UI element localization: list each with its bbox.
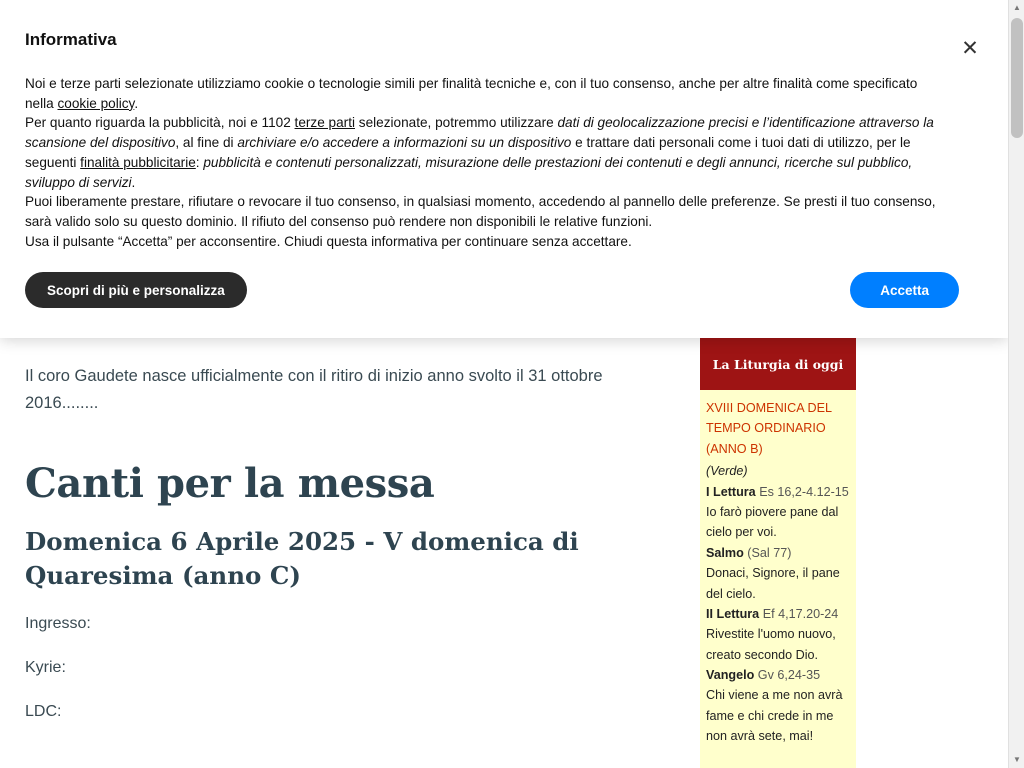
liturgy-widget-body [700, 390, 856, 768]
song-line-kyrie: Kyrie: [25, 658, 66, 676]
sidebar-spacer [856, 338, 984, 768]
cookie-p1-a: Noi e terze parti selezionate utilizziamo cookie o tecnologie simili per finalità tecniche e, con il tuo consenso, anche per altre finalità come specificato nella [25, 76, 918, 111]
cookie-paragraph-1 [25, 74, 945, 113]
liturgy-reading-ref: Es 16,2-4.12-15 [759, 484, 849, 499]
page-title: Canti per la messa [25, 460, 435, 508]
cookie-p2-d: e trattare dati personali come i tuoi dati di utilizzo, per le seguenti [25, 135, 911, 170]
cookie-paragraph-3: Puoi liberamente prestare, rifiutare o revocare il tuo consenso, in qualsiasi momento, accedendo al pannello delle preferenze. Se presti il tuo consenso, sarà valido solo su questo dominio. Il rifiuto del consenso può rendere non disponibili le relative funzioni. [25, 194, 936, 229]
cookie-p1-b: . [134, 95, 139, 111]
learn-more-button[interactable]: Scopri di più e personalizza [25, 272, 247, 308]
cookie-p2-i3: pubblicità e contenuti personalizzati, misurazione delle prestazioni dei contenuti e degli annunci, ricerche sul pubblico, sviluppo di servizi [25, 154, 913, 190]
cookie-p2-i1: dati di geolocalizzazione precisi e l’identificazione attraverso la scansione del dispositivo [25, 115, 934, 151]
liturgy-reading-ref: Ef 4,17.20-24 [762, 606, 839, 621]
liturgy-reading-label: II Lettura [706, 606, 760, 621]
cookie-banner-title: Informativa [25, 30, 117, 49]
advertising-purposes-link[interactable]: finalità pubblicitarie [80, 154, 196, 170]
liturgy-color: (Verde) [706, 464, 748, 479]
cookie-banner-actions [25, 272, 983, 308]
liturgy-reading [706, 543, 850, 563]
about-paragraph: Il coro Gaudete nasce ufficialmente con il ritiro di inizio anno svolto il 31 ottobre 2016........ [25, 366, 603, 412]
cookie-policy-link[interactable]: cookie policy [57, 95, 135, 111]
cookie-p2-b: selezionate, potremmo utilizzare [355, 115, 558, 131]
close-icon[interactable]: ✕ [961, 37, 979, 60]
liturgy-reading-label: I Lettura [706, 484, 756, 499]
cookie-p2-a: Per quanto riguarda la pubblicità, noi e 1102 [25, 115, 295, 131]
cookie-p2-c: , al fine di [175, 135, 238, 151]
scroll-up-icon[interactable]: ▲ [1013, 3, 1021, 12]
liturgy-reading [706, 482, 850, 502]
liturgy-reading-ref: Gv 6,24-35 [757, 668, 821, 683]
vertical-scrollbar[interactable] [1008, 0, 1024, 768]
cookie-consent-banner [0, 0, 1008, 338]
liturgy-reading-text: Donaci, Signore, il pane del cielo. [706, 566, 840, 601]
cookie-p2-i2: archiviare e/o accedere a informazioni su un dispositivo [237, 135, 572, 151]
liturgy-reading-ref: (Sal 77) [747, 545, 792, 560]
liturgy-reading [706, 604, 850, 624]
cookie-p2-e: : [195, 154, 204, 170]
liturgy-reading [706, 665, 850, 685]
cookie-p2-f: . [131, 174, 136, 190]
song-line-ldc: LDC: [25, 702, 62, 720]
cookie-paragraph-2 [25, 113, 945, 192]
liturgy-widget-header: La Liturgia di oggi [700, 338, 856, 390]
cookie-paragraph-4: Usa il pulsante “Accetta” per acconsentire. Chiudi questa informativa per continuare senza accettare. [25, 233, 632, 249]
scrollbar-thumb[interactable] [1011, 18, 1023, 138]
liturgy-reading-text: Io farò piovere pane dal cielo per voi. [706, 504, 839, 540]
cookie-banner-text [25, 74, 945, 251]
scroll-down-icon[interactable]: ▼ [1013, 755, 1021, 764]
liturgy-title: XVIII DOMENICA DEL TEMPO ORDINARIO (ANNO B) [706, 401, 832, 456]
liturgy-reading-text: Rivestite l'uomo nuovo, creato secondo Dio. [706, 627, 836, 662]
third-parties-link[interactable]: terze parti [294, 115, 355, 131]
liturgy-widget [700, 338, 856, 768]
liturgy-reading-text: Chi viene a me non avrà fame e chi crede in me non avrà sete, mai! [706, 688, 843, 744]
liturgy-reading-label: Salmo [706, 545, 744, 560]
liturgy-reading-label: Vangelo [706, 668, 755, 683]
main-content [25, 300, 665, 747]
accept-button[interactable]: Accetta [850, 272, 959, 308]
section-subtitle: Domenica 6 Aprile 2025 - V domenica di Quaresima (anno C) [25, 527, 579, 590]
song-line-ingresso: Ingresso: [25, 614, 91, 632]
